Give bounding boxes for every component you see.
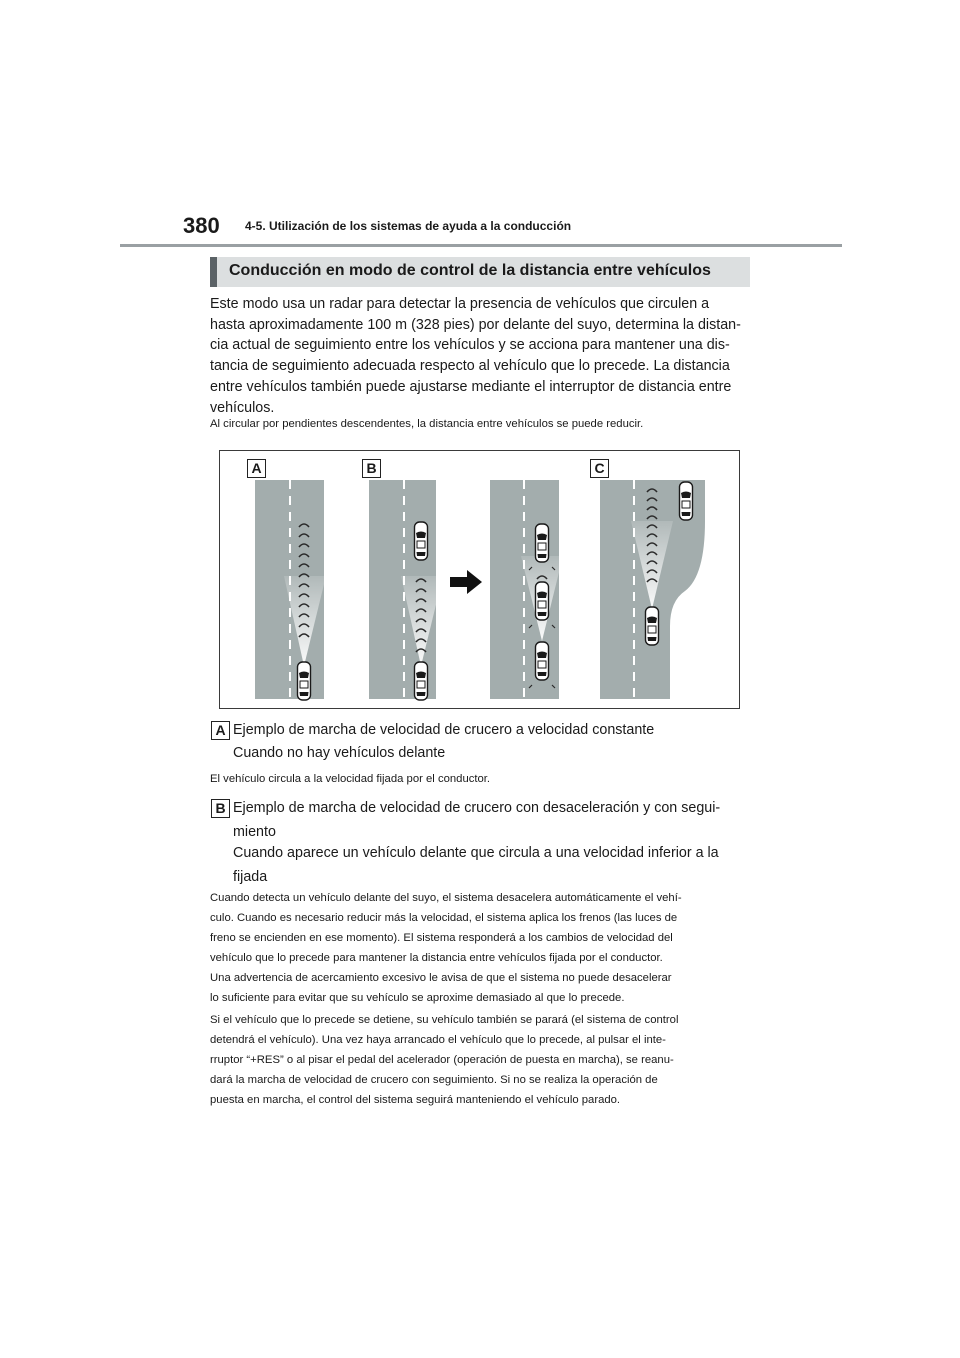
item-marker-a: A <box>211 721 230 740</box>
figure-label-b: B <box>362 459 381 478</box>
text-line: Cuando aparece un vehículo delante que circula a una velocidad inferior a la <box>233 845 719 861</box>
text-line: lo suficiente para evitar que su vehículo se aproxime demasiado al que lo precede. <box>210 992 625 1004</box>
item-b-paragraph-1 <box>210 888 755 1008</box>
road-a <box>255 480 326 700</box>
figure-label-a: A <box>247 459 266 478</box>
text-line: freno se encienden en ese momento). El sistema responderá a los cambios de velocidad del <box>210 932 673 944</box>
text-line: Cuando detecta un vehículo delante del suyo, el sistema desacelera automáticamente el vehí- <box>210 892 682 904</box>
section-title: Conducción en modo de control de la distancia entre vehículos <box>229 262 711 279</box>
section-heading-bar <box>210 257 750 287</box>
transition-arrow <box>450 570 482 594</box>
text-line: entre vehículos también puede ajustarse mediante el interruptor de distancia entre <box>210 378 732 395</box>
chapter-title: 4-5. Utilización de los sistemas de ayuda a la conducción <box>245 219 572 233</box>
text-line: miento <box>233 824 276 840</box>
text-line: Ejemplo de marcha de velocidad de crucero con desaceleración y con segui- <box>233 800 721 816</box>
text-line: fijada <box>233 869 268 885</box>
item-marker-b: B <box>211 799 230 818</box>
road-b-before <box>369 480 443 700</box>
cruise-control-figure <box>219 450 740 709</box>
text-line: Este modo usa un radar para detectar la presencia de vehículos que circulen a <box>210 296 710 312</box>
text-line: dará la marcha de velocidad de crucero con seguimiento. Si no se realiza la operación de <box>210 1074 658 1086</box>
text-line: vehículos. <box>210 399 275 416</box>
road-diagram <box>220 451 739 708</box>
figure-label-c: C <box>590 459 609 478</box>
item-a-note: El vehículo circula a la velocidad fijada por el conductor. <box>210 773 491 785</box>
item-a-title: Ejemplo de marcha de velocidad de crucero a velocidad constante <box>233 722 655 738</box>
text-line: culo. Cuando es necesario reducir más la velocidad, el sistema aplica los frenos (las luces de <box>210 912 678 924</box>
intro-paragraph <box>210 294 750 418</box>
text-line: cia actual de seguimiento entre los vehículos y se acciona para mantener una dis- <box>210 337 730 354</box>
text-line: Una advertencia de acercamiento excesivo le avisa de que el sistema no puede desacelerar <box>210 972 672 984</box>
text-line: vehículo que lo precede para mantener la distancia entre vehículos fijada por el conductor. <box>210 952 663 964</box>
text-line: tancia de seguimiento adecuada respecto al vehículo que lo precede. La distancia <box>210 358 730 375</box>
road-b-after <box>490 480 563 699</box>
item-b-paragraph-2 <box>210 1010 755 1110</box>
text-line: rruptor “+RES” o al pisar el pedal del acelerador (operación de puesta en marcha), se reanu- <box>210 1054 674 1066</box>
item-a-subtitle: Cuando no hay vehículos delante <box>233 745 446 761</box>
item-b-heading <box>233 798 753 888</box>
page-number: 380 <box>183 213 220 238</box>
text-line: Si el vehículo que lo precede se detiene, su vehículo también se parará (el sistema de control <box>210 1014 679 1026</box>
road-c <box>600 480 705 699</box>
header-rule <box>120 244 842 247</box>
text-line: detendrá el vehículo). Una vez haya arrancado el vehículo que lo precede, al pulsar el inte- <box>210 1034 666 1046</box>
text-line: puesta en marcha, el control del sistema seguirá manteniendo el vehículo parado. <box>210 1094 621 1106</box>
text-line: hasta aproximadamente 100 m (328 pies) por delante del suyo, determina la distan- <box>210 316 741 333</box>
intro-note: Al circular por pendientes descendentes, la distancia entre vehículos se puede reducir. <box>210 418 644 430</box>
